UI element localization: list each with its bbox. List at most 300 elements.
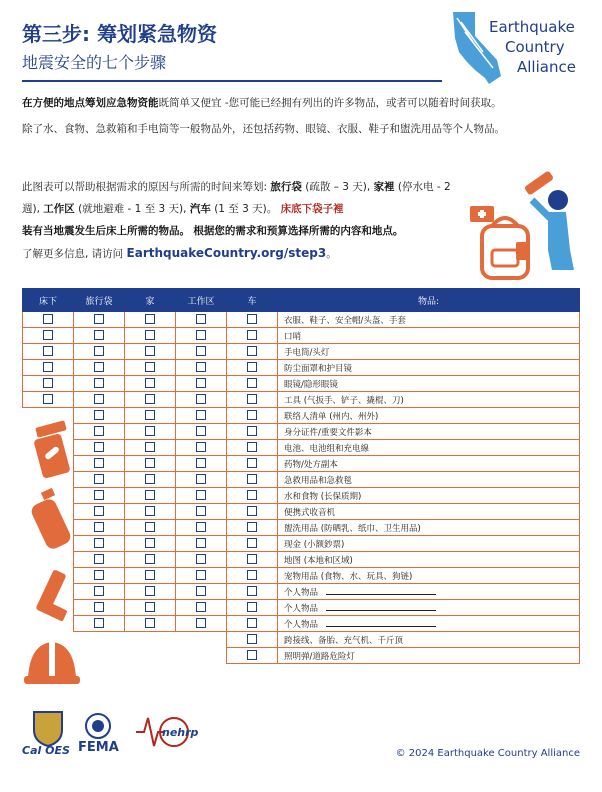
checkbox[interactable] [247, 330, 257, 340]
table-row [23, 488, 580, 504]
item-cell [278, 360, 580, 376]
checkbox[interactable] [145, 410, 155, 420]
table-header-row [23, 289, 580, 312]
checkbox[interactable] [247, 522, 257, 532]
checkbox[interactable] [196, 362, 206, 372]
item-cell [278, 488, 580, 504]
checkbox-cell [176, 440, 227, 456]
table-row [23, 376, 580, 392]
checkbox-cell [176, 488, 227, 504]
page-title: 第三步: 筹划紧急物资 [22, 22, 217, 46]
person-backpack-illustration [462, 170, 582, 285]
table-row [23, 360, 580, 376]
checkbox[interactable] [196, 426, 206, 436]
go-bag-label: 旅行袋 [270, 181, 302, 193]
checkbox[interactable] [94, 586, 104, 596]
checkbox[interactable] [43, 346, 53, 356]
item-cell [278, 568, 580, 584]
checkbox-cell [125, 568, 176, 584]
car-label: 汽车 [189, 203, 211, 215]
dhs-seal-icon [84, 712, 112, 740]
checkbox-cell [227, 648, 278, 664]
checkbox[interactable] [247, 426, 257, 436]
checkbox-cell [74, 456, 125, 472]
intro-paragraph-1 [22, 92, 582, 114]
checkbox-cell [227, 552, 278, 568]
checkbox-cell [125, 456, 176, 472]
flashlight-side-icon [35, 569, 67, 622]
item-cell [278, 504, 580, 520]
checkbox[interactable] [247, 490, 257, 500]
checkbox-cell [227, 376, 278, 392]
checkbox-cell [74, 440, 125, 456]
checkbox[interactable] [247, 650, 257, 660]
checkbox[interactable] [94, 378, 104, 388]
checkbox-cell [176, 600, 227, 616]
checkbox[interactable] [247, 554, 257, 564]
checkbox-cell [176, 312, 227, 328]
info-text-5: (1 至 3 天)。 [214, 203, 278, 215]
col-header-home: 家 [125, 289, 176, 312]
item-cell [278, 376, 580, 392]
under-bed-red-1: 床底下袋子裡 [280, 203, 344, 215]
checkbox[interactable] [94, 330, 104, 340]
checkbox[interactable] [196, 586, 206, 596]
checkbox-cell [23, 376, 74, 392]
checkbox[interactable] [94, 602, 104, 612]
checkbox-cell [125, 536, 176, 552]
footer-logos [22, 708, 242, 768]
nehrp-label: nehrp [162, 726, 199, 739]
checkbox[interactable] [196, 554, 206, 564]
info-text-3: (停水电 - 2 週), [22, 181, 451, 215]
item-cell [278, 472, 580, 488]
checkbox-cell [74, 584, 125, 600]
info-paragraph [22, 176, 462, 265]
checkbox-cell [176, 456, 227, 472]
item-cell [278, 440, 580, 456]
checkbox-cell [125, 504, 176, 520]
checkbox-cell [74, 312, 125, 328]
checkbox[interactable] [196, 314, 206, 324]
checkbox-cell [227, 312, 278, 328]
table-row [23, 504, 580, 520]
checkbox[interactable] [196, 618, 206, 628]
checkbox-cell [125, 408, 176, 424]
item-label: 跨接线、备胎、充气机、千斤顶 [284, 635, 404, 646]
table-row [23, 328, 580, 344]
checkbox-cell [74, 344, 125, 360]
item-label: 宠物用品 (食物、水、玩具、狗链) [284, 571, 413, 582]
item-label: 防尘面罩和护目镜 [284, 363, 353, 374]
col-header-go-bag: 旅行袋 [74, 289, 125, 312]
checkbox[interactable] [43, 314, 53, 324]
item-label: 个人物品 [284, 587, 319, 598]
checkbox-cell [227, 408, 278, 424]
checkbox[interactable] [247, 394, 257, 404]
checkbox[interactable] [94, 410, 104, 420]
checkbox-cell [74, 616, 125, 632]
table-row [23, 440, 580, 456]
checkbox[interactable] [94, 522, 104, 532]
checkbox-cell [74, 536, 125, 552]
item-cell [278, 616, 580, 632]
checkbox[interactable] [145, 618, 155, 628]
checkbox[interactable] [247, 506, 257, 516]
checkbox[interactable] [145, 474, 155, 484]
checkbox-cell [23, 360, 74, 376]
checkbox-cell [74, 632, 125, 648]
checkbox-cell [23, 312, 74, 328]
checkbox[interactable] [145, 538, 155, 548]
checkbox-cell [176, 376, 227, 392]
checkbox[interactable] [94, 314, 104, 324]
checkbox-cell [227, 600, 278, 616]
checkbox-cell [176, 392, 227, 408]
item-label: 联络人清单 (州内、州外) [284, 411, 379, 422]
checkbox-cell [125, 616, 176, 632]
checkbox-cell [74, 488, 125, 504]
brand-line-3: Alliance [517, 58, 576, 76]
checkbox-cell [227, 360, 278, 376]
checkbox[interactable] [145, 458, 155, 468]
checkbox-cell [74, 568, 125, 584]
item-label: 工具 (气扳手、铲子、撬棍、刀) [284, 395, 404, 406]
item-label: 便携式收音机 [284, 507, 336, 518]
item-cell [278, 648, 580, 664]
checkbox[interactable] [247, 458, 257, 468]
checkbox-cell [227, 344, 278, 360]
checkbox-cell [176, 648, 227, 664]
pill-bottle-icon [33, 420, 70, 479]
brand-line-1: Earthquake [489, 18, 575, 36]
supplies-checklist-table [22, 288, 580, 664]
checkbox[interactable] [247, 538, 257, 548]
pill-bottle-small-icon [516, 242, 528, 260]
work-label: 工作区 [43, 203, 75, 215]
table-row [23, 536, 580, 552]
checkbox[interactable] [145, 570, 155, 580]
col-header-items: 物品: [278, 289, 580, 312]
checkbox[interactable] [196, 538, 206, 548]
table-row [23, 632, 580, 648]
eca-logo [445, 8, 595, 88]
table-row [23, 424, 580, 440]
table-row [23, 344, 580, 360]
checkbox-cell [227, 328, 278, 344]
item-label: 电池、电池组和充电線 [284, 443, 370, 454]
checkbox-cell [23, 392, 74, 408]
checkbox-cell [176, 552, 227, 568]
page-subtitle: 地震安全的七个步骤 [22, 53, 167, 72]
table-row [23, 392, 580, 408]
checkbox-cell [125, 472, 176, 488]
checkbox-cell [227, 456, 278, 472]
checkbox[interactable] [145, 314, 155, 324]
item-label: 眼镜/隐形眼镜 [284, 379, 338, 390]
home-label: 家裡 [373, 181, 395, 193]
checkbox[interactable] [145, 506, 155, 516]
step3-link[interactable]: EarthquakeCountry.org/step3 [126, 246, 327, 260]
table-row [23, 312, 580, 328]
checkbox[interactable] [145, 426, 155, 436]
checkbox[interactable] [196, 394, 206, 404]
side-icons [22, 420, 80, 690]
item-label: 个人物品 [284, 619, 319, 630]
checkbox[interactable] [196, 458, 206, 468]
checkbox-cell [125, 488, 176, 504]
checkbox-cell [176, 424, 227, 440]
item-cell [278, 328, 580, 344]
write-in-line[interactable] [326, 618, 436, 627]
info-text-4: (就地避难 - 1 至 3 天), [78, 203, 187, 215]
checkbox[interactable] [94, 506, 104, 516]
checkbox-cell [227, 504, 278, 520]
checkbox-cell [74, 504, 125, 520]
under-bed-red-2: 装有当地震发生后床上所需的物品。 [22, 225, 190, 237]
checkbox-cell [227, 536, 278, 552]
flashlight-icon [524, 170, 554, 195]
checkbox[interactable] [196, 330, 206, 340]
checkbox[interactable] [43, 394, 53, 404]
checkbox[interactable] [247, 570, 257, 580]
item-cell [278, 456, 580, 472]
checkbox-cell [227, 632, 278, 648]
checkbox-cell [227, 520, 278, 536]
checkbox[interactable] [196, 378, 206, 388]
checkbox[interactable] [94, 490, 104, 500]
checkbox[interactable] [94, 618, 104, 628]
intro-rest: 既简单又便宜 -您可能已经拥有列出的许多物品，或者可以随着时间获取。 [158, 97, 502, 109]
item-label: 衣服、鞋子、安全帽/头盔、手套 [284, 315, 406, 326]
checkbox-cell [176, 504, 227, 520]
checkbox[interactable] [94, 442, 104, 452]
checkbox[interactable] [43, 330, 53, 340]
checkbox[interactable] [94, 426, 104, 436]
checkbox[interactable] [145, 362, 155, 372]
checkbox-cell [74, 600, 125, 616]
checkbox[interactable] [196, 522, 206, 532]
person-head [548, 190, 568, 210]
checkbox[interactable] [145, 522, 155, 532]
item-cell [278, 520, 580, 536]
water-bottle-icon [29, 488, 73, 551]
checkbox-cell [176, 472, 227, 488]
checkbox[interactable] [145, 330, 155, 340]
checkbox[interactable] [145, 378, 155, 388]
checkbox[interactable] [247, 378, 257, 388]
checkbox-cell [227, 616, 278, 632]
item-label: 现金 (小额鈔票) [284, 539, 345, 550]
checkbox-cell [125, 312, 176, 328]
checkbox-cell [74, 472, 125, 488]
checkbox[interactable] [247, 618, 257, 628]
checkbox-cell [125, 376, 176, 392]
item-label: 手电筒/头灯 [284, 347, 330, 358]
item-label: 急救用品和急救毯 [284, 475, 353, 486]
checkbox-cell [74, 520, 125, 536]
write-in-line[interactable] [326, 586, 436, 595]
checkbox[interactable] [145, 554, 155, 564]
checkbox-cell [125, 360, 176, 376]
checkbox-cell [227, 568, 278, 584]
table-row [23, 472, 580, 488]
caloes-label: Cal OES [22, 744, 70, 757]
table-row [23, 456, 580, 472]
checkbox[interactable] [94, 458, 104, 468]
checkbox-cell [125, 392, 176, 408]
intro-bold: 在方便的地点筹划应急物资能 [22, 97, 159, 109]
table-row [23, 520, 580, 536]
item-label: 口哨 [284, 331, 302, 342]
checkbox-cell [125, 632, 176, 648]
table-row [23, 616, 580, 632]
checkbox[interactable] [247, 314, 257, 324]
item-cell [278, 552, 580, 568]
caloes-seal-icon [28, 708, 68, 748]
checkbox-cell [176, 408, 227, 424]
checkbox-cell [176, 360, 227, 376]
checkbox[interactable] [94, 394, 104, 404]
checkbox-cell [125, 600, 176, 616]
checkbox[interactable] [247, 634, 257, 644]
checkbox[interactable] [247, 602, 257, 612]
checkbox[interactable] [196, 602, 206, 612]
checkbox[interactable] [247, 474, 257, 484]
checkbox-cell [23, 328, 74, 344]
item-cell [278, 424, 580, 440]
checkbox[interactable] [247, 442, 257, 452]
person-body [548, 212, 574, 270]
info-text-1: 此图表可以帮助根据需求的原因与所需的时间来筹划: [22, 181, 268, 193]
checkbox[interactable] [145, 490, 155, 500]
checkbox-cell [227, 392, 278, 408]
checkbox-cell [23, 344, 74, 360]
item-label: 个人物品 [284, 603, 319, 614]
col-header-car: 车 [227, 289, 278, 312]
table-row [23, 600, 580, 616]
learn-more-text: 了解更多信息, 请访问 [22, 248, 124, 260]
item-label: 药物/处方副本 [284, 459, 338, 470]
checkbox-cell [176, 328, 227, 344]
checkbox-cell [74, 648, 125, 664]
col-header-under-bed: 床下 [23, 289, 74, 312]
checkbox-cell [227, 584, 278, 600]
checkbox-cell [227, 472, 278, 488]
checkbox-cell [227, 488, 278, 504]
fema-label: FEMA [78, 740, 119, 755]
checkbox[interactable] [247, 586, 257, 596]
checkbox[interactable] [247, 410, 257, 420]
col-header-work: 工作区 [176, 289, 227, 312]
write-in-line[interactable] [326, 602, 436, 611]
checkbox[interactable] [94, 362, 104, 372]
item-cell [278, 632, 580, 648]
checkbox-cell [74, 552, 125, 568]
table-row [23, 568, 580, 584]
checkbox[interactable] [94, 346, 104, 356]
table-row [23, 648, 580, 664]
checkbox[interactable] [196, 490, 206, 500]
checkbox[interactable] [196, 410, 206, 420]
table-row [23, 584, 580, 600]
checkbox-cell [176, 520, 227, 536]
checkbox-cell [74, 408, 125, 424]
checkbox[interactable] [94, 474, 104, 484]
checkbox[interactable] [94, 538, 104, 548]
title-rule [22, 80, 442, 82]
item-cell [278, 536, 580, 552]
item-cell [278, 408, 580, 424]
checkbox-cell [125, 440, 176, 456]
checkbox-cell [227, 424, 278, 440]
checkbox[interactable] [196, 442, 206, 452]
checkbox[interactable] [43, 362, 53, 372]
item-label: 地图 (本地和区域) [284, 555, 353, 566]
checkbox-cell [125, 584, 176, 600]
checkbox[interactable] [145, 586, 155, 596]
table-row [23, 552, 580, 568]
item-label: 照明弹/道路危险灯 [284, 651, 355, 662]
checkbox[interactable] [145, 442, 155, 452]
item-cell [278, 584, 580, 600]
checkbox-cell [74, 328, 125, 344]
checkbox[interactable] [145, 394, 155, 404]
checkbox-cell [74, 424, 125, 440]
checkbox[interactable] [196, 474, 206, 484]
checkbox[interactable] [43, 378, 53, 388]
checkbox-cell [176, 344, 227, 360]
checkbox[interactable] [94, 554, 104, 564]
checkbox[interactable] [196, 346, 206, 356]
item-cell [278, 312, 580, 328]
checkbox-cell [176, 616, 227, 632]
item-cell [278, 392, 580, 408]
checkbox[interactable] [145, 602, 155, 612]
checkbox[interactable] [196, 506, 206, 516]
copyright: © 2024 Earthquake Country Alliance [395, 748, 580, 759]
hard-hat-icon [24, 642, 80, 684]
checkbox[interactable] [196, 570, 206, 580]
checkbox-cell [125, 552, 176, 568]
checkbox-cell [176, 536, 227, 552]
checkbox-cell [176, 568, 227, 584]
checkbox[interactable] [145, 346, 155, 356]
checkbox-cell [74, 392, 125, 408]
checkbox[interactable] [94, 570, 104, 580]
checkbox-cell [125, 344, 176, 360]
checkbox-cell [176, 632, 227, 648]
item-cell [278, 600, 580, 616]
item-label: 盥洗用品 (防晒乳、纸巾、卫生用品) [284, 523, 421, 534]
checkbox-cell [176, 584, 227, 600]
item-label: 水和食物 (长保质期) [284, 491, 362, 502]
item-label: 身分证件/重要文件影本 [284, 427, 372, 438]
link-period: 。 [326, 248, 337, 260]
table-row [23, 408, 580, 424]
checkbox-cell [74, 376, 125, 392]
checkbox[interactable] [247, 346, 257, 356]
info-text-2: (疏散 – 3 天), [305, 181, 371, 193]
checkbox[interactable] [247, 362, 257, 372]
checkbox-cell [74, 360, 125, 376]
checkbox-cell [125, 648, 176, 664]
checkbox-cell [125, 424, 176, 440]
checkbox-cell [125, 328, 176, 344]
intro-paragraph-2: 除了水、食物、急救箱和手电筒等一般物品外，还包括药物、眼镜、衣服、鞋子和盥洗用品等个人物品。 [22, 123, 505, 135]
checkbox-cell [125, 520, 176, 536]
info-text-6: 根据您的需求和预算选择所需的内容和地点。 [193, 225, 404, 237]
